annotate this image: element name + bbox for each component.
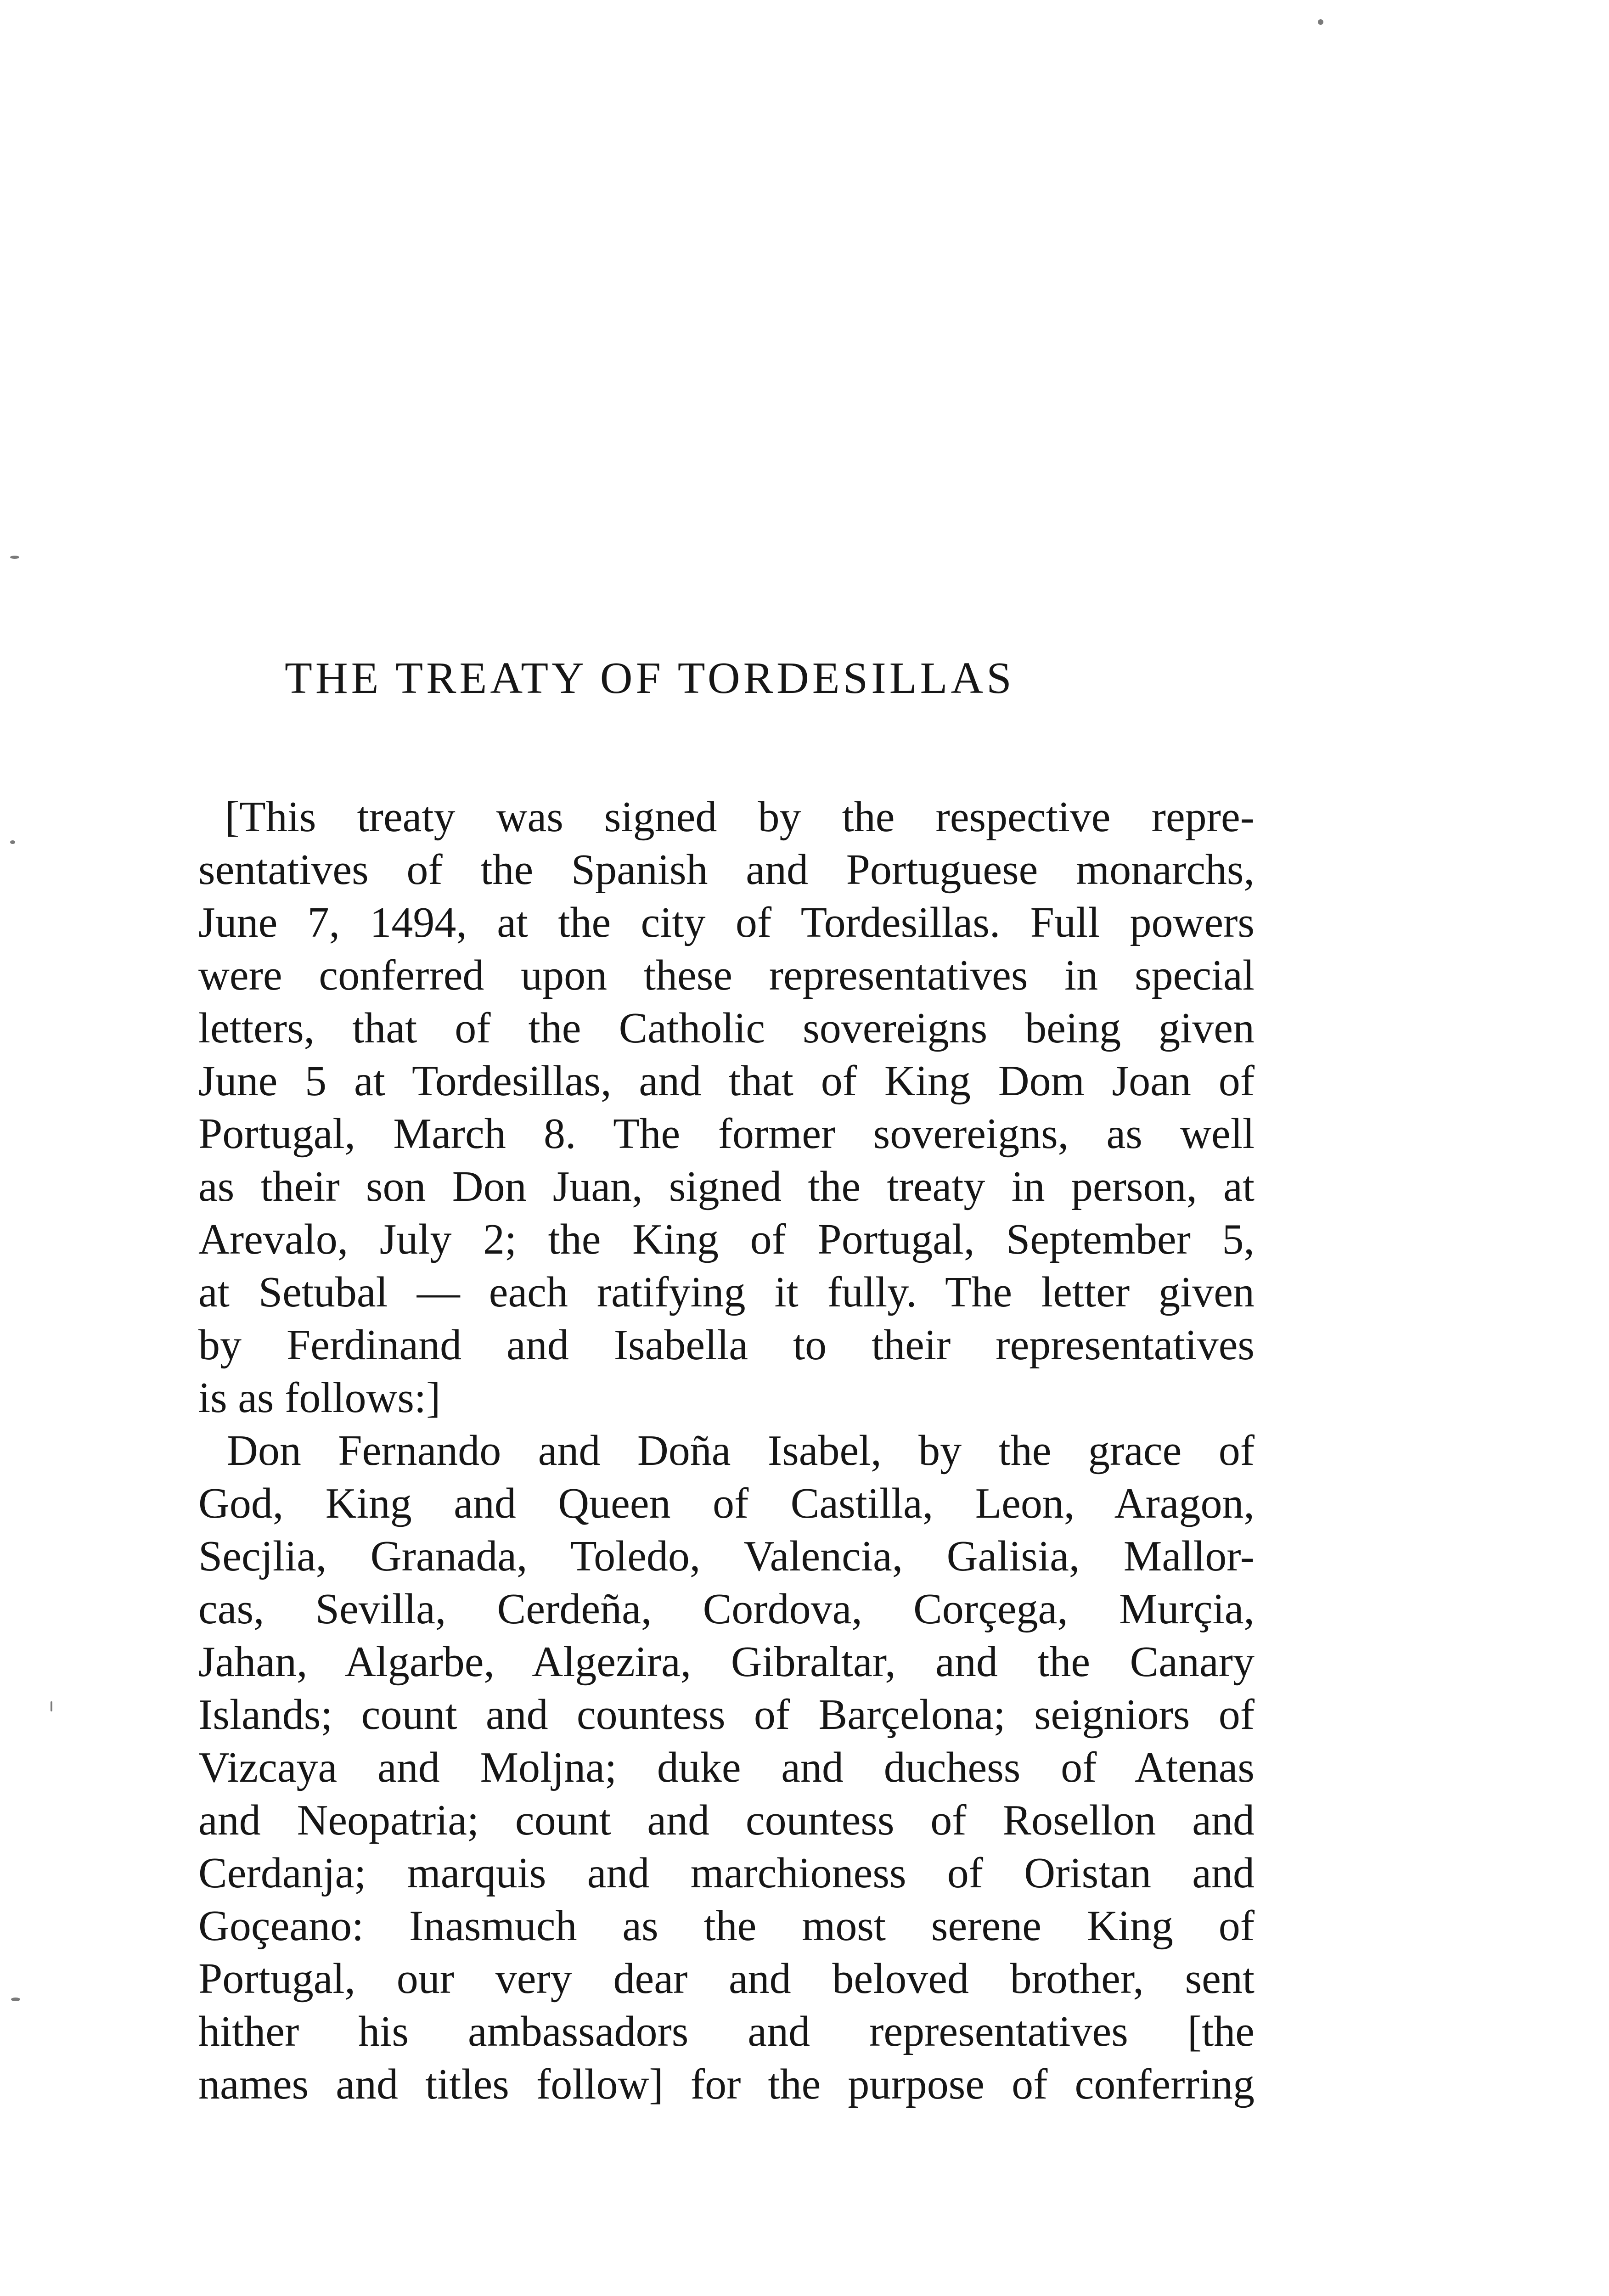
body-line: Portugal, our very dear and beloved brother, sent	[198, 1955, 1255, 2003]
scan-speck	[1318, 19, 1323, 25]
intro-line: Arevalo, July 2; the King of Portugal, September 5,	[198, 1216, 1255, 1263]
intro-line: were conferred upon these representatives in special	[198, 951, 1255, 999]
body-line: Jahan, Algarbe, Algezira, Gibraltar, and the Canary	[198, 1638, 1255, 1686]
body-line: Goçeano: Inasmuch as the most serene King of	[198, 1902, 1255, 1950]
body-line: cas, Sevilla, Cerdeña, Cordova, Corçega, Murçia,	[198, 1585, 1255, 1633]
intro-line: Portugal, March 8. The former sovereigns, as well	[198, 1110, 1255, 1158]
intro-line: at Setubal — each ratifying it fully. The letter given	[198, 1268, 1255, 1316]
page-title: THE TREATY OF TORDESILLAS	[285, 653, 1015, 703]
body-line: Secjlia, Granada, Toledo, Valencia, Galisia, Mallor-	[198, 1532, 1255, 1580]
intro-line: letters, that of the Catholic sovereigns being given	[198, 1004, 1255, 1052]
body-line: Don Fernando and Doña Isabel, by the grace of	[227, 1427, 1255, 1474]
intro-line: June 5 at Tordesillas, and that of King Dom Joan of	[198, 1057, 1255, 1105]
intro-line: by Ferdinand and Isabella to their representatives	[198, 1321, 1255, 1369]
body-line: and Neopatria; count and countess of Rosellon and	[198, 1796, 1255, 1844]
intro-line: [This treaty was signed by the respective repre-	[225, 793, 1255, 841]
body-line: names and titles follow] for the purpose of conferring	[198, 2060, 1255, 2108]
scan-speck	[51, 1701, 52, 1711]
body-line: Vizcaya and Moljna; duke and duchess of Atenas	[198, 1744, 1255, 1791]
text-block	[198, 791, 1255, 2111]
scan-speck	[10, 840, 15, 844]
scan-speck	[11, 1998, 20, 2001]
body-line: Islands; count and countess of Barçelona; seigniors of	[198, 1691, 1255, 1739]
body-line: hither his ambassadors and representatives [the	[198, 2008, 1255, 2055]
intro-line: is as follows:]	[198, 1374, 441, 1422]
intro-line: June 7, 1494, at the city of Tordesillas. Full powers	[198, 899, 1255, 946]
scan-speck	[10, 556, 19, 559]
intro-line: sentatives of the Spanish and Portuguese monarchs,	[198, 846, 1255, 894]
body-line: God, King and Queen of Castilla, Leon, Aragon,	[198, 1480, 1255, 1527]
intro-line: as their son Don Juan, signed the treaty in person, at	[198, 1163, 1255, 1210]
body-line: Cerdanja; marquis and marchioness of Oristan and	[198, 1849, 1255, 1897]
